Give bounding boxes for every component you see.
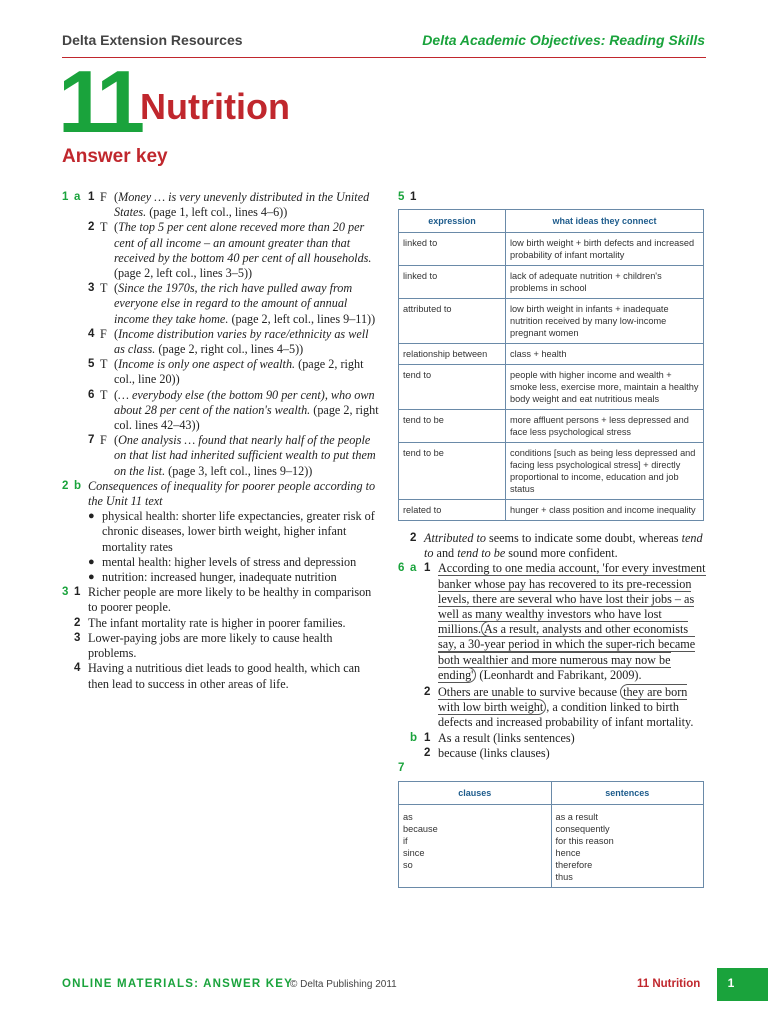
q6-label: 6 xyxy=(398,562,405,575)
q7-sentence-item: therefore xyxy=(555,860,593,871)
q1-item-answer: F xyxy=(100,433,107,448)
q7-header-sentences: sentences xyxy=(551,782,704,805)
table-row xyxy=(399,233,704,266)
q3-item-number: 1 xyxy=(74,586,81,599)
header-divider xyxy=(62,57,706,58)
q5-header-ideas: what ideas they connect xyxy=(506,210,704,233)
q3-item-text: Lower-paying jobs are more likely to cause health problems. xyxy=(88,630,333,661)
q5-note-number: 2 xyxy=(410,532,417,544)
q5-expression-cell: tend to be xyxy=(399,410,506,443)
q7-connector-table xyxy=(398,781,704,888)
q6-b1-text: As a result (links sentences) xyxy=(438,730,575,745)
q1-item: 2 T (The top 5 per cent alone receved more than 20 per cent of all income – an amount greater than that received by the bottom 40 per cent of all households. (page 2, left col., lines 3–5)) xyxy=(88,220,372,281)
q5-ideas-cell: lack of adequate nutrition + children's problems in school xyxy=(506,266,704,299)
q2-bullet-text: mental health: higher levels of stress and depression xyxy=(102,554,357,569)
q1-items xyxy=(62,190,382,479)
q1-item-number: 4 xyxy=(88,327,95,340)
q3-item-text: The infant mortality rate is higher in poorer families. xyxy=(88,615,346,630)
q1-item-reference: (page 1, left col., lines 4–6)) xyxy=(146,205,288,220)
q1-item-reference: (page 2, left col., lines 9–11)) xyxy=(228,311,376,326)
q5-note-t3: sound more confident. xyxy=(505,546,618,561)
q1-item-answer: F xyxy=(100,190,107,204)
q1-item-reference: (page 2, right col., line 20)) xyxy=(114,357,364,387)
q7-clause-item: if xyxy=(403,836,408,847)
q1-item-quote: … everybody else (the bottom 90 per cent), who own about 28 per cent of the nation's wealth. xyxy=(114,387,375,417)
q2-bullet-item xyxy=(62,509,382,555)
q6-b1-number: 1 xyxy=(424,731,431,744)
q3-item xyxy=(62,585,382,615)
q6-a1-citation: (Leonhardt and Fabrikant, 2009). xyxy=(476,667,642,682)
q7-clause-item: so xyxy=(403,860,413,871)
q5-note-em1: Attributed to xyxy=(424,531,486,545)
q2-section xyxy=(62,479,382,585)
q7-sentence-item: thus xyxy=(555,872,573,883)
table-row xyxy=(399,410,704,443)
q6-a1-number: 1 xyxy=(424,562,431,575)
q1-item-answer: T xyxy=(100,387,108,402)
q2-part-label: b xyxy=(74,479,82,492)
q5-expression-table xyxy=(398,209,704,521)
q3-item-number: 3 xyxy=(74,631,81,644)
q6-b1 xyxy=(398,731,708,746)
q7-sentence-item: for this reason xyxy=(555,836,614,847)
q6-b2-number: 2 xyxy=(424,746,431,759)
q1-item: 7 F (One analysis … found that nearly half of the people on that list had inherited sufficient wealth to put them on the list. (page 3, left col., lines 9–12)) xyxy=(88,433,376,478)
q7-sentence-item: consequently xyxy=(555,824,610,835)
q1-item-number: 2 xyxy=(88,221,95,234)
page-subtitle: Answer key xyxy=(62,146,168,167)
bullet-icon: ● xyxy=(88,571,95,584)
q6-a2-number: 2 xyxy=(424,686,431,699)
q5-ideas-cell: low birth weight in infants + inadequate nutrition received by many low-income pregnant women xyxy=(506,299,704,344)
q1-item: 6 T (… everybody else (the bottom 90 per cent), who own about 28 per cent of the nation's wealth. (page 2, right col. lines 42–43)) xyxy=(88,387,379,433)
q3-items xyxy=(62,585,382,691)
q2-bullet-text: physical health: shorter life expectancies, greater risk of chronic diseases, lower birth weight, higher infant mortality rates xyxy=(102,509,375,554)
q5-expression-cell: related to xyxy=(399,500,506,521)
bullet-icon: ● xyxy=(88,555,95,568)
header-left-title: Delta Extension Resources xyxy=(62,32,243,48)
q7-header-clauses: clauses xyxy=(399,782,552,805)
q1-section xyxy=(62,190,382,479)
q6-part-b-label: b xyxy=(410,731,418,744)
q6-a1 xyxy=(398,561,708,683)
q1-item: 5 T (Income is only one aspect of wealth. (page 2, right col., line 20)) xyxy=(88,357,364,387)
q5-expression-cell: linked to xyxy=(399,233,506,266)
table-row xyxy=(399,500,704,521)
q3-item-text: Richer people are more likely to be healthy in comparison to poorer people. xyxy=(88,585,372,615)
q3-item-number: 2 xyxy=(74,616,81,629)
q5-label: 5 xyxy=(398,191,405,203)
q5-expression-cell: tend to xyxy=(399,365,506,410)
q7-clause-item: as xyxy=(403,812,413,823)
q7-clauses-cell xyxy=(399,805,552,888)
left-column xyxy=(62,190,382,692)
q5-heading xyxy=(398,190,708,206)
q6-a1-underlined-text: According to one media account, 'for every investment banker whose pay has recovered to its pre-recession levels, there are several who have lost their jobs – as well as many wealthy investors who have lost millions. xyxy=(438,561,706,637)
q5-item-number: 1 xyxy=(410,191,417,203)
q1-item-number: 3 xyxy=(88,282,95,295)
q2-bullet-list xyxy=(62,509,382,585)
table-row xyxy=(399,365,704,410)
q5-expression-cell: linked to xyxy=(399,266,506,299)
table-row xyxy=(399,299,704,344)
q5-expression-cell: relationship between xyxy=(399,344,506,365)
q5-ideas-cell: people with higher income and wealth + smoke less, exercise more, maintain a healthy body weight and eat nutritious meals xyxy=(506,365,704,410)
q1-item: 4 F (Income distribution varies by race/ethnicity as well as class. (page 2, right col., lines 4–5)) xyxy=(88,326,369,357)
q5-note xyxy=(398,531,708,561)
q2-bullet-item xyxy=(62,555,382,570)
unit-title: Nutrition xyxy=(140,86,290,127)
q7-sentence-item: as a result xyxy=(555,812,598,823)
q6-a1-circled-text: As a result, analysts and other economists say, a 30-year period in which the super-rich became both wealthier and more numerous may now be ending' xyxy=(438,622,696,682)
q1-label: 1 xyxy=(62,191,69,203)
q5-note-em3: tend to be xyxy=(457,546,506,561)
q3-item xyxy=(62,661,382,691)
q6-a2-pre: Others are unable to survive because xyxy=(438,685,621,700)
q6-a2 xyxy=(398,685,708,731)
q1-item-quote: The top 5 per cent alone receved more than 20 per cent of all income – an amount greater than that received by the bottom 40 per cent of all households. xyxy=(114,220,372,265)
q1-item-reference: (page 2, left col., lines 3–5)) xyxy=(114,266,253,281)
footer-page-number: 1 xyxy=(727,976,735,990)
q1-item-quote: Income distribution varies by race/ethnicity as well as class. xyxy=(114,326,369,357)
q1-item-number: 5 xyxy=(88,358,95,371)
q5-header-expression: expression xyxy=(399,210,506,233)
q5-note-em2: tend to xyxy=(424,531,703,561)
q7-heading xyxy=(398,761,708,777)
q3-item xyxy=(62,616,382,631)
q2-intro: Consequences of inequality for poorer people according to the Unit 11 text xyxy=(88,478,376,509)
q1-item-reference: (page 3, left col., lines 9–12)) xyxy=(165,463,313,478)
q5-expression-cell: attributed to xyxy=(399,299,506,344)
q1-item-reference: (page 2, right col. lines 42–43)) xyxy=(114,402,379,433)
q7-clause-item: since xyxy=(403,848,425,859)
q5-ideas-cell: conditions [such as being less depressed and facing less psychological stress] + directly proportional to income, education and job status xyxy=(506,443,704,500)
table-row xyxy=(399,266,704,299)
q3-label: 3 xyxy=(62,586,69,599)
q6-a2-tail: , a condition linked to birth defects and increased probability of infant mortality. xyxy=(438,700,694,730)
q1-item-answer: T xyxy=(100,357,108,372)
footer-copyright: © Delta Publishing 2011 xyxy=(290,979,397,990)
q1-item-quote: Since the 1970s, the rich have pulled away from everyone else in regard to the amount of annual income they take home. xyxy=(114,281,353,326)
q1-item-number: 7 xyxy=(88,434,95,447)
q5-ideas-cell: more affluent persons + less depressed and face less psychological stress xyxy=(506,410,704,443)
table-row xyxy=(399,443,704,500)
q5-ideas-cell: class + health xyxy=(506,344,704,365)
q1-item-answer: T xyxy=(100,281,108,296)
q1-item-number: 6 xyxy=(88,388,95,401)
q7-label: 7 xyxy=(398,762,405,775)
q5-note-t2: and xyxy=(433,546,458,561)
q1-item-quote: Money … is very unevenly distributed in the United States. xyxy=(114,190,370,220)
unit-number: 11 xyxy=(58,52,140,151)
q1-item: 3 T (Since the 1970s, the rich have pulled away from everyone else in regard to the amount of annual income they take home. (page 2, left col., lines 9–11)) xyxy=(88,281,376,326)
q1-item: 1 F (Money … is very unevenly distributed in the United States. (page 1, left col., lines 4–6)) xyxy=(88,190,370,220)
q5-expression-cell: tend to be xyxy=(399,443,506,500)
q1-item-quote: Income is only one aspect of wealth. xyxy=(118,357,296,372)
q6-part-a-label: a xyxy=(410,562,417,575)
q5-note-t1: seems to indicate some doubt, whereas xyxy=(485,531,682,545)
q7-sentence-item: hence xyxy=(555,848,581,859)
q3-item-number: 4 xyxy=(74,662,81,675)
q1-item-answer: F xyxy=(100,326,107,341)
footer-section-label: ONLINE MATERIALS: ANSWER KEY xyxy=(62,978,294,990)
q2-bullet-text: nutrition: increased hunger, inadequate nutrition xyxy=(102,570,337,585)
q6-a2-circled-text: they are born with low birth weight xyxy=(438,685,688,715)
q7-clause-item: because xyxy=(403,824,438,835)
header-right-title: Delta Academic Objectives: Reading Skills xyxy=(422,32,705,48)
q6-b2 xyxy=(398,746,708,761)
q1-item-quote: One analysis … found that nearly half of the people on that list had inherited sufficient wealth to put them on the list. xyxy=(114,433,376,478)
right-column xyxy=(398,190,708,888)
q3-item-text: Having a nutritious diet leads to good health, which can then lead to success in other areas of life. xyxy=(88,661,361,691)
q1-part-label: a xyxy=(74,191,81,203)
q5-ideas-cell: hunger + class position and income inequality xyxy=(506,500,704,521)
q1-item-number: 1 xyxy=(88,191,95,203)
q3-section xyxy=(62,585,382,691)
bullet-icon: ● xyxy=(88,510,95,523)
q1-item-answer: T xyxy=(100,220,108,235)
q7-sentences-cell xyxy=(551,805,704,888)
footer-unit-label: 11 Nutrition xyxy=(637,978,701,990)
q2-label: 2 xyxy=(62,479,69,492)
q5-ideas-cell: low birth weight + birth defects and increased probability of infant mortality xyxy=(506,233,704,266)
table-row xyxy=(399,344,704,365)
q1-item-reference: (page 2, right col., lines 4–5)) xyxy=(155,342,304,357)
q2-bullet-item xyxy=(62,570,382,585)
q3-item xyxy=(62,631,382,661)
q6-b2-text: because (links clauses) xyxy=(438,745,550,760)
